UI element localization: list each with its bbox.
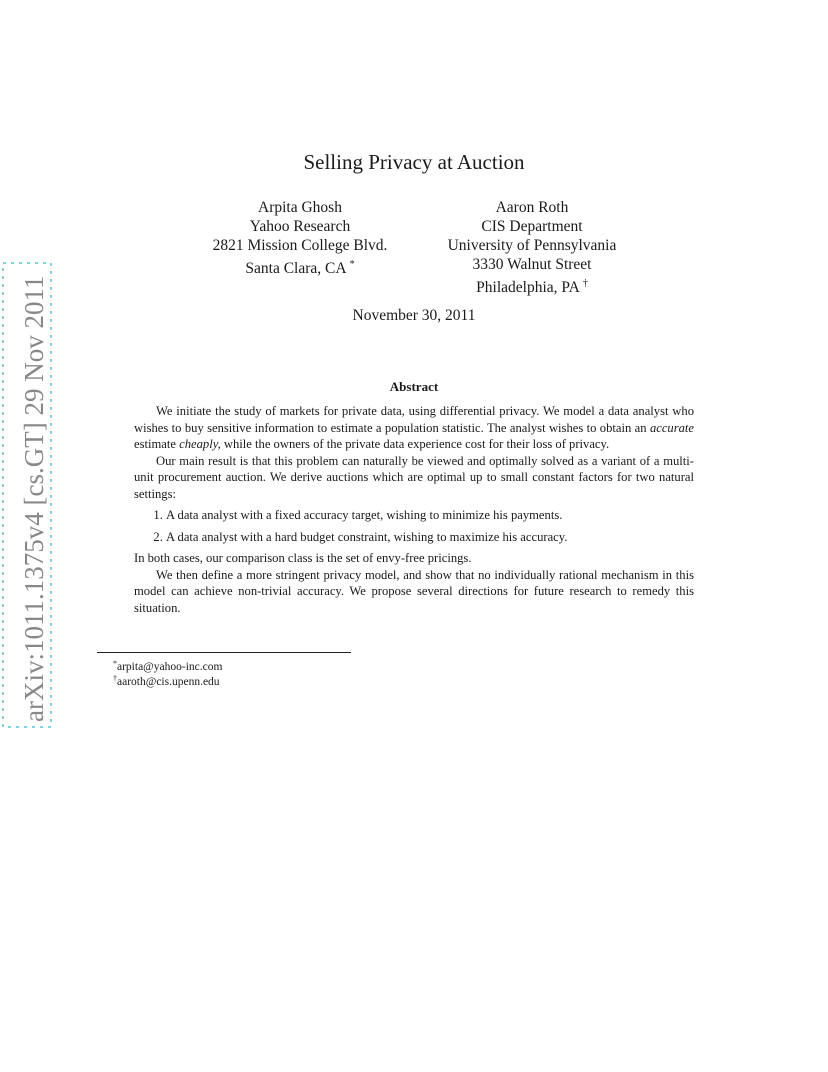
footnote-email-1: *arpita@yahoo-inc.com [113, 659, 223, 673]
abstract-paragraph: We initiate the study of markets for private data, using differential privacy. We model a data analyst who wishes to buy sensitive information to estimate a population statistic. The analyst wishes to obtain an accurate estimate cheaply, while the owners of the private data experience cost for their loss of privacy. [134, 404, 694, 451]
author-address-line: 2821 Mission College Blvd. [212, 237, 388, 254]
paper-date: November 30, 2011 [352, 307, 476, 324]
arxiv-stamp-graphic [0, 260, 56, 730]
author-name: Arpita Ghosh [258, 199, 342, 216]
list-item: 2. A data analyst with a hard budget constraint, wishing to maximize his accuracy. [166, 529, 694, 546]
author-affiliation: CIS Department [481, 218, 583, 235]
footnote-mark[interactable]: * [349, 259, 355, 270]
abstract-paragraph: In both cases, our comparison class is the set of envy-free pricings. [134, 551, 472, 565]
footnote-mark[interactable]: † [582, 278, 588, 289]
abstract-paragraph: We then define a more stringent privacy model, and show that no individually rational mechanism in this model can achieve non-trivial accuracy. We propose several directions for future research to remedy this situation. [134, 567, 694, 615]
footnote-rule [97, 652, 351, 653]
footnote-email-2: †aaroth@cis.upenn.edu [113, 674, 220, 688]
abstract-heading: Abstract [389, 379, 439, 394]
author-affiliation: University of Pennsylvania [447, 237, 617, 254]
list-item: 1. A data analyst with a fixed accuracy target, wishing to minimize his payments. [166, 507, 694, 524]
abstract-paragraph: Our main result is that this problem can naturally be viewed and optimally solved as a variant of a multi-unit procurement auction. We derive auctions which are optimal up to small constant factors for two natural settings: [134, 453, 694, 501]
author-affiliation: Yahoo Research [249, 218, 351, 235]
abstract-body [134, 403, 694, 616]
settings-list [134, 507, 694, 545]
author-block-2 [420, 198, 644, 297]
arxiv-id-text: arXiv:1011.1375v4 [cs.GT] 29 Nov 2011 [19, 275, 49, 722]
author-address-line: 3330 Walnut Street [472, 256, 592, 273]
author-block-1 [180, 198, 420, 278]
author-address-line: Philadelphia, PA † [476, 278, 588, 296]
author-address-line: Santa Clara, CA * [245, 259, 355, 277]
arxiv-stamp [0, 260, 56, 730]
author-name: Aaron Roth [495, 199, 569, 216]
paper-title: Selling Privacy at Auction [303, 150, 525, 174]
